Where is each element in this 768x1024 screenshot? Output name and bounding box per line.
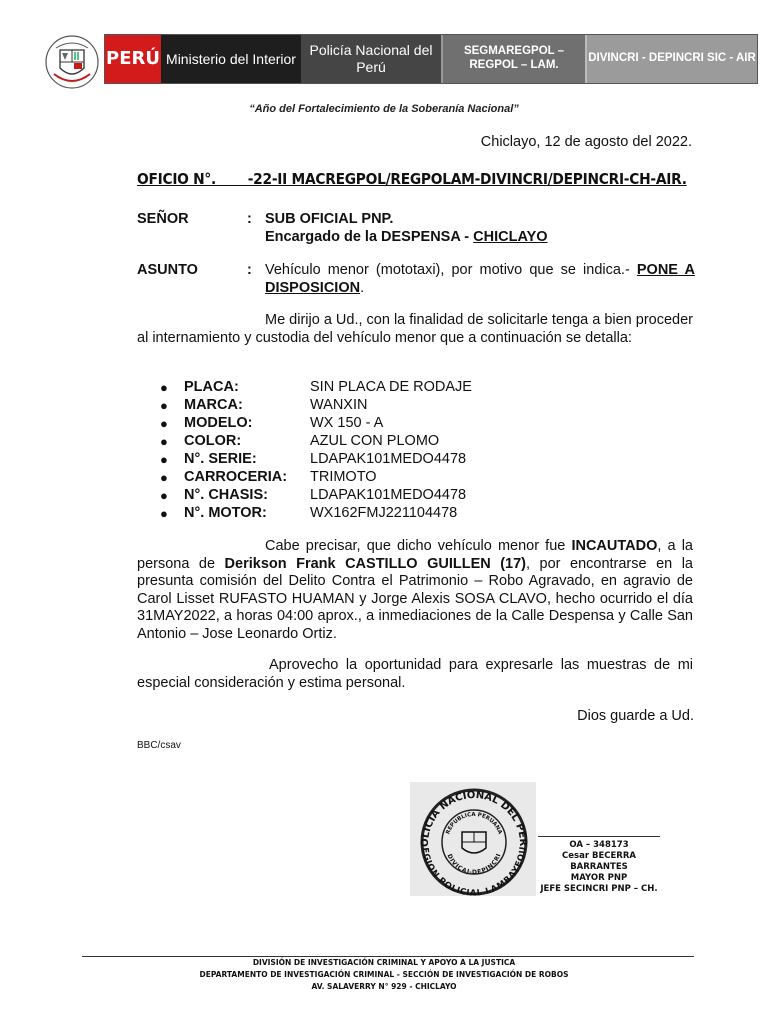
- list-item: [160, 450, 472, 468]
- senor-label: SEÑOR: [137, 211, 189, 227]
- list-item: [160, 378, 472, 396]
- list-item: [160, 486, 472, 504]
- header-policia: Policía Nacional del Perú: [301, 35, 441, 83]
- vehicle-details-list: [160, 378, 472, 522]
- initials: BBC/csav: [137, 740, 181, 751]
- list-item: [160, 432, 472, 450]
- vehicle-field-value: LDAPAK101MEDO4478: [310, 451, 467, 467]
- senor-city: CHICLAYO: [473, 229, 548, 245]
- p2-text-e: , por encontrarse en la presunta comisión del Delito Contra el Patrimonio – Robo Agravado, en agravio de Carol Lisset RUFASTO HUAMAN y Jorge Alexis SOSA CLAVO, hecho ocurrido el día 31MAY2022, a horas 04:00 aprox., a inmediaciones de la Calle Despensa y Calle San Antonio – Jose Leonardo Ortiz.: [137, 555, 693, 642]
- stamp-outer-top: OLICIA NACIONAL DEL PER: [419, 789, 529, 848]
- vehicle-field-value: LDAPAK101MEDO4478: [310, 487, 467, 503]
- header-divincri: DIVINCRI - DEPINCRI SIC - AIR: [585, 35, 757, 83]
- asunto-label: ASUNTO: [137, 262, 198, 278]
- vehicle-field-value: WX162FMJ221104478: [310, 505, 458, 521]
- senor-line2: [265, 229, 548, 245]
- p2-text-c: , a la persona de: [137, 538, 693, 572]
- vehicle-field-value: WANXIN: [310, 397, 368, 413]
- signature-rank: MAYOR PNP: [570, 873, 628, 883]
- signature-line: [538, 836, 660, 837]
- stamp-inner-top: REPUBLICA PERUANA: [445, 811, 503, 836]
- list-item: [160, 504, 472, 522]
- closing-greeting: Dios guarde a Ud.: [577, 708, 694, 724]
- list-item: [160, 396, 472, 414]
- senor-line2-prefix: Encargado de la DESPENSA -: [265, 229, 474, 245]
- document-date: Chiclayo, 12 de agosto del 2022.: [480, 134, 692, 150]
- header-bar: [104, 34, 758, 84]
- bullet-icon: ●: [160, 487, 168, 503]
- list-item: [160, 468, 472, 486]
- peru-coat-of-arms-icon: [44, 34, 100, 90]
- vehicle-field-value: TRIMOTO: [310, 469, 377, 485]
- paragraph-incautado: [137, 538, 693, 643]
- senor-colon: :: [247, 211, 252, 227]
- signature-code: OA – 348173: [569, 840, 629, 850]
- stamp-box: [410, 782, 536, 896]
- p2-incautado: INCAUTADO: [571, 538, 658, 554]
- paragraph-intro-text: Me dirijo a Ud., con la finalidad de solicitarle tenga a bien proceder al internamiento y custodia del vehículo menor que a continuación se detalla:: [137, 312, 693, 346]
- asunto-text: [265, 262, 695, 297]
- bullet-icon: ●: [160, 451, 168, 467]
- vehicle-field-label: MODELO:: [184, 415, 253, 431]
- signature-block: [536, 840, 662, 895]
- p2-text-a: Cabe precisar, que dicho vehículo menor fue: [265, 538, 572, 554]
- p2-person-name: Derikson Frank CASTILLO GUILLEN (17): [224, 555, 527, 572]
- stamp-inner-bottom: DIVICAJ-DEPINCRI: [445, 853, 503, 877]
- vehicle-field-label: N°. MOTOR:: [184, 505, 267, 521]
- footer-line2: DEPARTAMENTO DE INVESTIGACIÓN CRIMINAL - SECCIÓN DE INVESTIGACIÓN DE ROBOS: [199, 970, 569, 979]
- vehicle-field-label: N°. CHASIS:: [184, 487, 268, 503]
- vehicle-field-label: PLACA:: [184, 379, 239, 395]
- stamp-outer-bottom: EGION POLICIAL LAMBAYEQU: [419, 846, 529, 896]
- vehicle-field-value: AZUL CON PLOMO: [310, 433, 440, 449]
- vehicle-field-value: SIN PLACA DE RODAJE: [310, 379, 472, 395]
- vehicle-field-value: WX 150 - A: [310, 415, 384, 431]
- paragraph-closing-text: Aprovecho la oportunidad para expresarle las muestras de mi especial consideración y estima personal.: [137, 657, 693, 691]
- bullet-icon: ●: [160, 415, 168, 431]
- header-ministerio: Ministerio del Interior: [161, 35, 301, 83]
- signature-title: JEFE SECINCRI PNP – CH.: [540, 884, 658, 894]
- oficio-number: OFICIO N°. -22-II MACREGPOL/REGPOLAM-DIVINCRI/DEPINCRI-CH-AIR.: [137, 170, 687, 188]
- vehicle-field-label: COLOR:: [184, 433, 242, 449]
- asunto-description: Vehículo menor (mototaxi), por motivo que se indica.-: [265, 262, 637, 278]
- paragraph-intro: [137, 312, 693, 347]
- header-peru: PERÚ: [105, 35, 161, 83]
- bullet-icon: ●: [160, 397, 168, 413]
- police-stamp-icon: [410, 782, 536, 896]
- signature-name: Cesar BECERRA BARRANTES: [562, 851, 636, 872]
- svg-text:DIVICAJ-DEPINCRI: [446, 853, 503, 876]
- bullet-icon: ●: [160, 433, 168, 449]
- list-item: [160, 414, 472, 432]
- senor-line1: SUB OFICIAL PNP.: [265, 211, 394, 227]
- bullet-icon: ●: [160, 505, 168, 521]
- bullet-icon: ●: [160, 469, 168, 485]
- footer-line1: DIVISIÓN DE INVESTIGACIÓN CRIMINAL Y APOYO A LA JUSTICA: [252, 958, 516, 967]
- asunto-colon: :: [247, 262, 252, 278]
- vehicle-field-label: MARCA:: [184, 397, 243, 413]
- paragraph-closing: [137, 657, 693, 692]
- vehicle-field-label: CARROCERIA:: [184, 469, 288, 485]
- bullet-icon: ●: [160, 379, 168, 395]
- asunto-action: PONE A DISPOSICION: [265, 262, 695, 296]
- header-regpol: SEGMAREGPOL – REGPOL – LAM.: [441, 35, 585, 83]
- vehicle-field-label: N°. SERIE:: [184, 451, 257, 467]
- asunto-end: .: [360, 279, 365, 296]
- footer-line3: AV. SALAVERRY N° 929 - CHICLAYO: [311, 982, 457, 991]
- year-motto: “Año del Fortalecimiento de la Soberanía Nacional”: [249, 103, 519, 115]
